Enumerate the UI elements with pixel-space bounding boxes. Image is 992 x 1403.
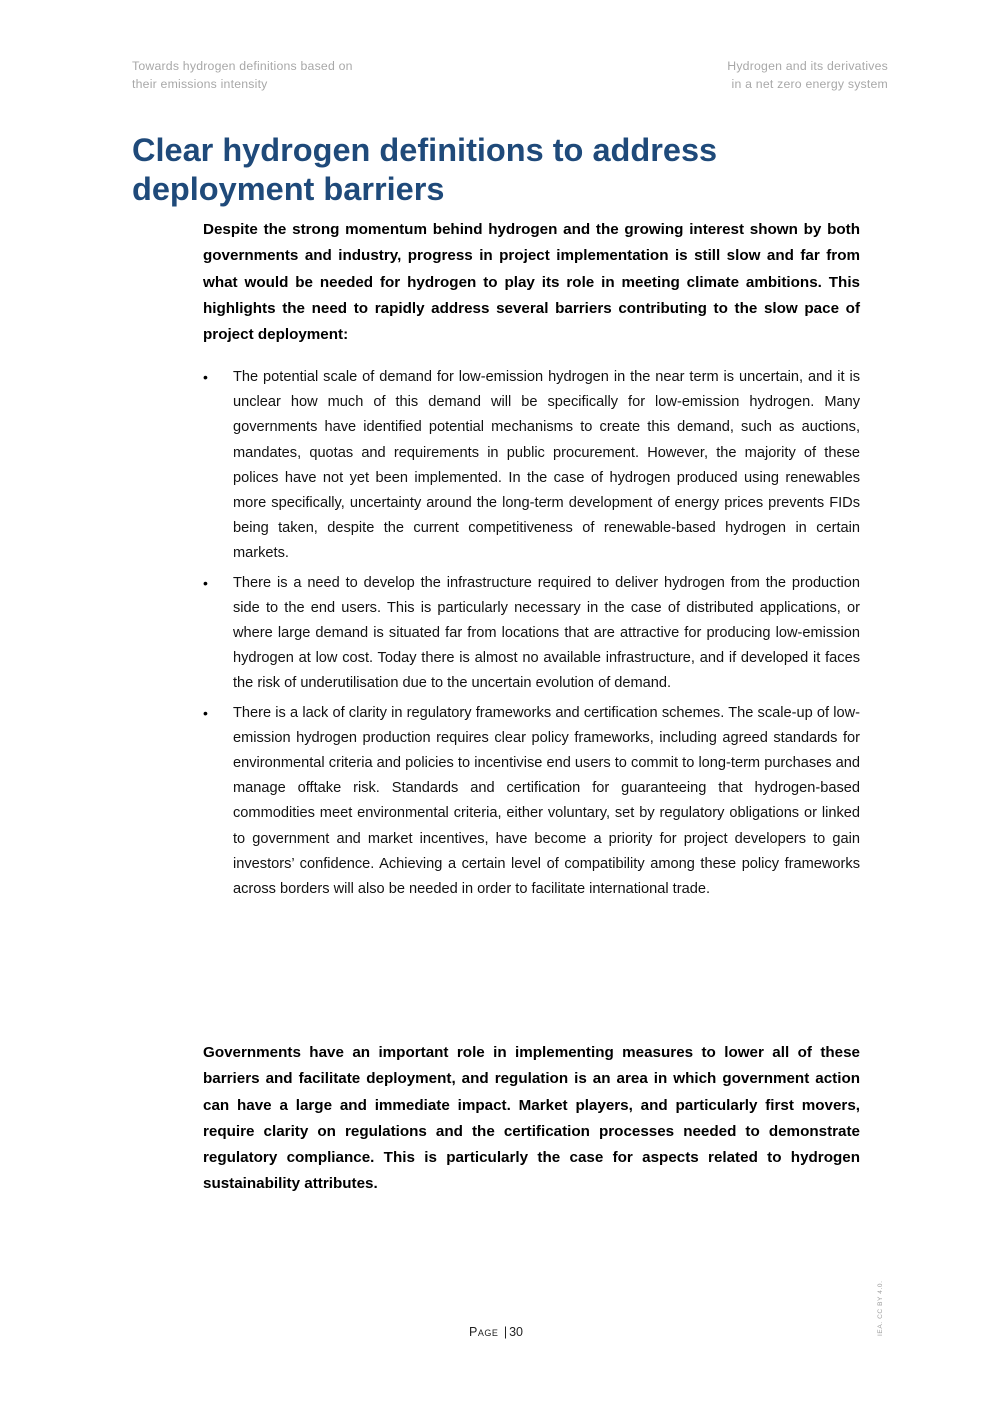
running-header-right [727,58,888,93]
title-line-2: deployment barriers [132,171,445,207]
bullet-icon: • [203,704,208,721]
list-item-text: There is a lack of clarity in regulatory frameworks and certification schemes. The scale-up of low-emission hydrogen production requires clear policy frameworks, including agreed standards for environmental criteria and policies to incentivise end users to commit to long-term purchases and manage offtake risk. Standards and certification for guaranteeing that hydrogen-based commodities meet environmental criteria, either voluntary, set by regulatory obligations or linked to government and market incentives, have become a priority for project developers to gain investors’ confidence. Achieving a certain level of compatibility among these policy frameworks across borders will also be needed in order to facilitate international trade. [233,704,860,898]
page-number: 30 [509,1325,523,1339]
copyright-notice: IEA. CC BY 4.0. [877,1280,884,1336]
header-left-line-1: Towards hydrogen definitions based on [132,59,353,73]
list-item-text: There is a need to develop the infrastructure required to deliver hydrogen from the production side to the end users. This is particularly necessary in the case of distributed applications, or where large demand is situated far from locations that are attractive for producing low-emission hydrogen at low cost. Today there is almost no available infrastructure, and if developed it faces the risk of underutilisation due to the uncertain evolution of demand. [233,574,860,692]
running-header-left [132,58,353,93]
header-right-line-2: in a net zero energy system [731,76,888,91]
list-item [203,701,860,903]
intro-paragraph: Despite the strong momentum behind hydrogen and the growing interest shown by both governments and industry, progress in project implementation is still slow and far from what would be needed for hydrogen to play its role in meeting climate ambitions. This highlights the need to rapidly address several barriers contributing to the slow pace of project deployment: [203,221,860,344]
header-left-line-2: their emissions intensity [132,76,268,91]
header-right-line-1: Hydrogen and its derivatives [727,59,888,73]
list-item-text: The potential scale of demand for low-emission hydrogen in the near term is uncertain, and it is unclear how much of this demand will be specifically for low-emission hydrogen. Many governments have identified potential mechanisms to create this demand, such as auctions, mandates, quotas and requirements in public procurement. However, the majority of these polices have not yet been implemented. In the case of hydrogen produced using renewables more specifically, uncertainty around the long-term development of energy prices prevents FIDs being taken, despite the current competitiveness of renewable-based hydrogen in certain markets. [233,369,860,562]
page-label: Page [469,1325,499,1339]
bullet-icon: • [203,369,208,385]
bullet-icon: • [203,574,208,591]
barrier-list [203,365,860,906]
title-line-1: Clear hydrogen definitions to address [132,132,718,168]
list-item [203,571,860,697]
page-footer [0,1325,992,1339]
list-item [203,365,860,567]
page-title [132,131,872,209]
footer-separator: | [503,1325,508,1339]
conclusion-paragraph: Governments have an important role in implementing measures to lower all of these barriers and facilitate deployment, and regulation is an area in which government action can have a large and immediate impact. Market players, and particularly first movers, require clarity on regulations and the certification processes needed to demonstrate regulatory compliance. This is particularly the case for aspects related to hydrogen sustainability attributes. [203,1044,860,1193]
